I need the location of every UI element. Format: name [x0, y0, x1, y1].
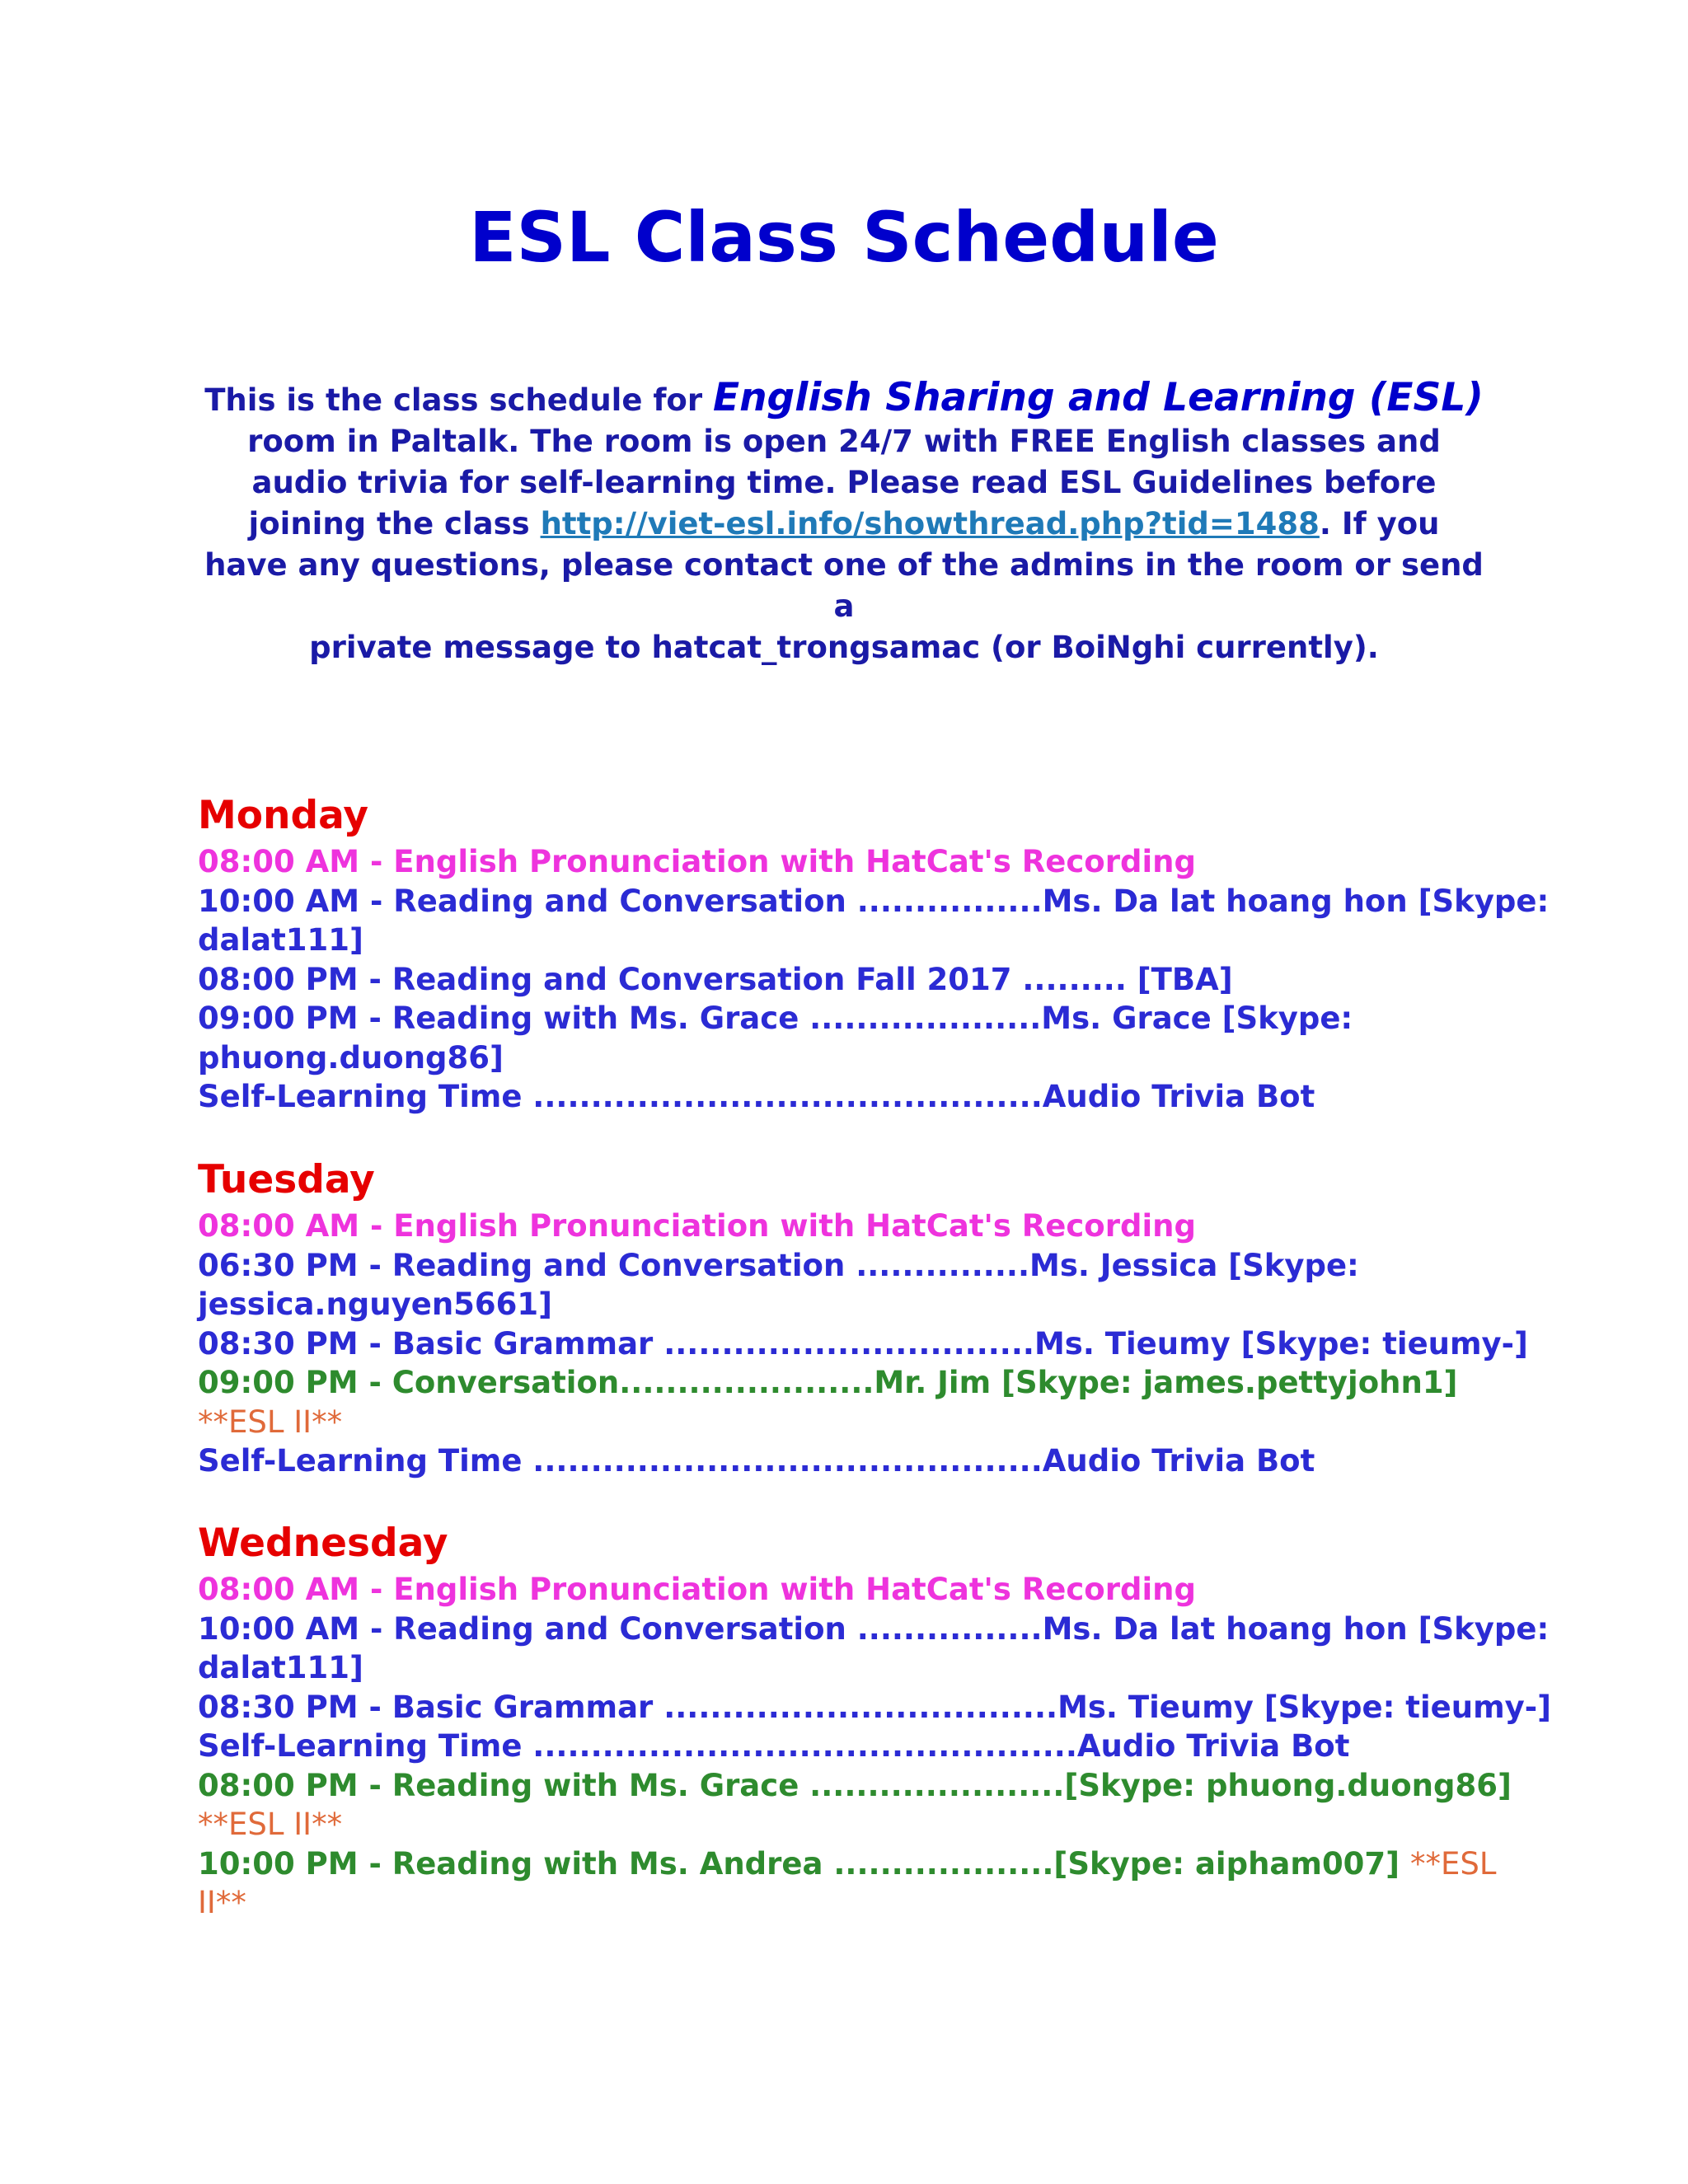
schedule-line — [198, 1844, 1533, 1884]
intro-text: . If you — [1319, 506, 1440, 541]
esl-tag: **ESL — [1409, 1845, 1497, 1882]
schedule-line: 06:30 PM - Reading and Conversation ...............Ms. Jessica [Skype: — [198, 1247, 1359, 1283]
wednesday-section — [198, 1519, 1552, 1923]
intro-line-5: have any questions, please contact one of the admins in the room or send a — [204, 547, 1484, 624]
intro-text: joining the class — [248, 506, 541, 541]
schedule-line: Self-Learning Time ...............................................Audio Trivia Bot — [198, 1728, 1350, 1764]
schedule-line: Self-Learning Time ............................................Audio Trivia Bot — [198, 1079, 1315, 1114]
schedule-line: 08:00 PM - Reading with Ms. Grace ......................[Skype: phuong.duong86] — [198, 1767, 1512, 1803]
room-name: English Sharing and Learning (ESL) — [712, 375, 1484, 420]
intro-line-2: room in Paltalk. The room is open 24/7 with FREE English classes and — [247, 424, 1441, 459]
day-heading: Monday — [198, 793, 369, 838]
day-heading: Wednesday — [198, 1521, 448, 1566]
intro-text: This is the class schedule for — [204, 382, 713, 418]
schedule-line: 09:00 PM - Conversation......................Mr. Jim [Skype: james.pettyjohn1] — [198, 1365, 1458, 1400]
schedule-line: dalat111] — [198, 922, 363, 958]
schedule-line: 10:00 AM - Reading and Conversation ................Ms. Da lat hoang hon [Skype: — [198, 1610, 1550, 1647]
monday-section — [198, 791, 1550, 1117]
schedule-line: 10:00 AM - Reading and Conversation ................Ms. Da lat hoang hon [Skype: — [198, 883, 1550, 919]
guidelines-link[interactable]: http://viet-esl.info/showthread.php?tid=1488 — [540, 506, 1320, 541]
intro-line-1 — [190, 377, 1498, 421]
schedule-line: 09:00 PM - Reading with Ms. Grace ....................Ms. Grace [Skype: — [198, 1001, 1353, 1036]
esl-tag: **ESL II** — [198, 1807, 343, 1842]
day-heading: Tuesday — [198, 1157, 375, 1202]
intro-line-6: private message to hatcat_trongsamac (or BoiNghi currently). — [309, 630, 1379, 665]
esl-tag: II** — [198, 1885, 246, 1920]
tuesday-section — [198, 1155, 1533, 1481]
schedule-line: jessica.nguyen5661] — [198, 1286, 553, 1322]
schedule-line: 08:30 PM - Basic Grammar ..................................Ms. Tieumy [Skype: tieumy-] — [198, 1689, 1552, 1725]
schedule-line: 08:00 AM - English Pronunciation with HatCat's Recording — [198, 1572, 1196, 1607]
page-title: ESL Class Schedule — [469, 197, 1219, 278]
schedule-line: 08:00 AM - English Pronunciation with HatCat's Recording — [198, 844, 1196, 879]
intro-line-4 — [190, 504, 1498, 545]
schedule-line: phuong.duong86] — [198, 1039, 504, 1076]
esl-tag: **ESL II** — [198, 1404, 343, 1440]
schedule-line: 08:00 AM - English Pronunciation with HatCat's Recording — [198, 1208, 1196, 1244]
schedule-line: 08:00 PM - Reading and Conversation Fall 2017 ......... [TBA] — [198, 961, 1233, 997]
schedule-line: dalat111] — [198, 1650, 363, 1685]
schedule-line: Self-Learning Time ............................................Audio Trivia Bot — [198, 1443, 1315, 1479]
schedule-text: 10:00 PM - Reading with Ms. Andrea ...................[Skype: aipham007] — [198, 1845, 1410, 1882]
intro-line-3: audio trivia for self-learning time. Please read ESL Guidelines before — [251, 465, 1437, 500]
schedule-line: 08:30 PM - Basic Grammar ................................Ms. Tieumy [Skype: tieumy-] — [198, 1325, 1528, 1361]
intro-paragraph — [190, 377, 1498, 668]
